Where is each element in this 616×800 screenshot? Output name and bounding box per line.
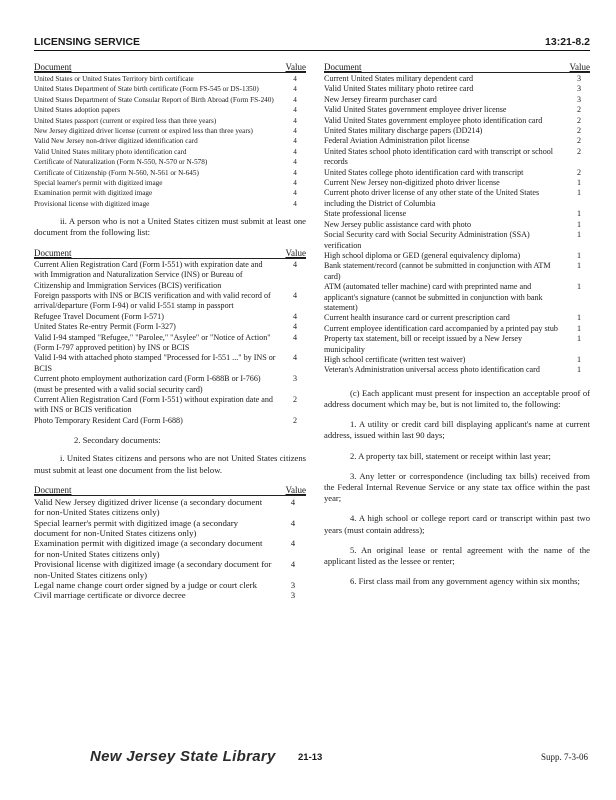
document-cell: Valid New Jersey non-driver digitized identification card [34, 137, 198, 146]
right-column [324, 62, 590, 587]
table2-header [34, 248, 306, 259]
value-cell: 4 [292, 311, 298, 321]
address-proof-list [324, 419, 590, 587]
document-cell: Provisional license with digitized image (a secondary document for non-United States citizens only) [34, 559, 272, 580]
table-row [34, 136, 306, 146]
table1-header [34, 62, 306, 73]
table-row [34, 157, 306, 167]
document-cell: Federal Aviation Administration pilot license [324, 136, 470, 146]
table-row [324, 220, 590, 230]
page-number: 21-13 [298, 752, 323, 763]
paragraph-c: (c) Each applicant must present for inspection an acceptable proof of address document which may be, but is not limited to, the following: [324, 387, 590, 409]
value-cell: 2 [576, 146, 582, 156]
table-row [324, 84, 590, 94]
document-cell: ATM (automated teller machine) card with preprinted name and applicant's signature (cannot be submitted in conjunction with bank statement) [324, 282, 543, 312]
table-row [324, 334, 590, 355]
document-cell: High school certificate (written test waiver) [324, 354, 466, 364]
left-column [34, 62, 306, 601]
table-row [324, 209, 590, 219]
table-row [324, 95, 590, 105]
value-cell: 4 [293, 75, 297, 83]
value-cell: 4 [293, 168, 297, 177]
table-row [324, 178, 590, 188]
document-cell: United States Re-entry Permit (Form I-327) [34, 322, 176, 332]
address-item: 3. Any letter or correspondence (including tax bills) received from the Federal Internal Revenue Service or any state tax office within the past year; [324, 470, 590, 504]
value-cell: 4 [290, 517, 296, 528]
col-document-label: Document [34, 484, 72, 495]
page-footer [0, 746, 616, 776]
document-cell: New Jersey firearm purchaser card [324, 94, 437, 104]
table-row [34, 260, 306, 291]
value-cell: 2 [292, 415, 298, 425]
value-cell: 1 [576, 365, 582, 375]
table-row [34, 580, 306, 590]
value-cell: 4 [292, 290, 298, 300]
document-cell: United States military discharge papers (DD214) [324, 126, 483, 136]
document-cell: Examination permit with digitized image (a secondary document for non-United States citizens only) [34, 538, 263, 559]
table-row [324, 168, 590, 178]
table-row [34, 353, 306, 374]
table-row [324, 355, 590, 365]
table-row [34, 538, 306, 559]
document-cell: Valid I-94 with attached photo stamped "Processed for I-551 ..." by INS or BCIS [34, 353, 276, 373]
header-title: LICENSING SERVICE [34, 36, 140, 48]
value-cell: 1 [576, 219, 582, 229]
value-cell: 4 [290, 496, 296, 507]
document-cell: Foreign passports with INS or BCIS verification and with valid record of arrival/departure (Form I-94) or valid I-551 stamp in passport [34, 290, 271, 311]
value-cell: 4 [293, 199, 297, 208]
table1-citizen-documents [34, 74, 306, 209]
value-cell: 1 [576, 334, 582, 344]
value-cell: 3 [292, 374, 298, 384]
document-cell: Valid United States government employee photo identification card [324, 115, 543, 125]
value-cell: 1 [576, 261, 582, 271]
value-cell: 3 [290, 580, 296, 591]
document-cell: United States college photo identification card with transcript [324, 167, 524, 177]
value-cell: 4 [292, 259, 298, 269]
table-row [324, 365, 590, 375]
document-cell: United States passport (current or expired less than three years) [34, 116, 217, 125]
document-cell: Bank statement/record (cannot be submitted in conjunction with ATM card) [324, 261, 551, 281]
table3-header [34, 485, 306, 496]
col-document-label: Document [34, 247, 72, 258]
document-cell: High school diploma or GED (general equivalency diploma) [324, 250, 521, 260]
value-cell: 4 [293, 137, 297, 146]
table-row [34, 178, 306, 188]
table-row [34, 105, 306, 115]
table-row [34, 333, 306, 354]
document-cell: Current employee identification card accompanied by a printed pay stub [324, 323, 558, 333]
table-row [324, 74, 590, 84]
value-cell: 2 [576, 105, 582, 115]
document-cell: Current photo driver license of any other state of the United States including the District of Columbia [324, 188, 540, 208]
document-cell: Special learner's permit with digitized image [34, 179, 163, 188]
value-cell: 4 [293, 95, 297, 104]
value-cell: 4 [293, 147, 297, 156]
value-cell: 1 [576, 282, 582, 292]
document-cell: Valid New Jersey digitized driver license (a secondary document for non-United States citizens only) [34, 496, 263, 518]
address-item: 5. An original lease or rental agreement with the name of the applicant listed as the lessee or renter; [324, 544, 590, 567]
value-cell: 1 [576, 230, 582, 240]
table-row [34, 395, 306, 416]
table-row [34, 291, 306, 312]
document-cell: Refugee Travel Document (Form I-571) [34, 311, 164, 321]
col-document-label: Document [324, 62, 362, 72]
table-row [34, 312, 306, 322]
value-cell: 3 [290, 590, 296, 601]
table4-header [324, 62, 590, 73]
value-cell: 2 [576, 126, 582, 136]
value-cell: 1 [576, 209, 582, 219]
value-cell: 4 [293, 179, 297, 188]
value-cell: 1 [576, 188, 582, 198]
document-cell: Current United States military dependent card [324, 74, 474, 83]
col-value-label: Value [285, 484, 306, 495]
value-cell: 3 [576, 74, 582, 83]
table-row [34, 559, 306, 580]
document-cell: United States Department of State birth certificate (Form FS-545 or DS-1350) [34, 85, 259, 94]
document-cell: Current Alien Registration Card (Form I-551) with expiration date and with Immigration and Naturalization Service (INS) or Bureau of Citizenship and Immigration Services (BCIS) verification [34, 259, 263, 290]
document-cell: Certificate of Naturalization (Form N-550, N-570 or N-578) [34, 158, 208, 167]
table-row [324, 126, 590, 136]
library-watermark: New Jersey State Library [90, 748, 276, 765]
document-cell: Veteran's Administration universal access photo identification card [324, 365, 540, 375]
value-cell: 4 [292, 353, 298, 363]
document-cell: New Jersey public assistance card with photo [324, 219, 471, 229]
value-cell: 4 [290, 538, 296, 549]
value-cell: 1 [576, 354, 582, 364]
value-cell: 4 [293, 189, 297, 198]
document-cell: United States or United States Territory birth certificate [34, 75, 194, 83]
table4-secondary-documents-cont [324, 74, 590, 376]
table2-noncitizen-documents [34, 260, 306, 427]
table-row [324, 230, 590, 251]
table-row [34, 147, 306, 157]
value-cell: 1 [576, 250, 582, 260]
value-cell: 4 [292, 332, 298, 342]
page-header [34, 34, 590, 51]
document-cell: Legal name change court order signed by a judge or court clerk [34, 580, 258, 591]
value-cell: 3 [576, 84, 582, 94]
address-item: 6. First class mail from any government agency within six months; [350, 576, 580, 587]
value-cell: 4 [293, 127, 297, 136]
value-cell: 4 [293, 116, 297, 125]
table-row [324, 147, 590, 168]
table-row [324, 251, 590, 261]
table-row [34, 188, 306, 198]
table-row [34, 416, 306, 426]
col-value-label: Value [285, 62, 306, 72]
document-cell: Provisional license with digitized image [34, 199, 150, 208]
table-row [34, 95, 306, 105]
address-item: 2. A property tax bill, statement or receipt within last year; [350, 450, 551, 461]
address-item: 1. A utility or credit card bill displaying applicant's name at current address, issued within last 90 days; [324, 419, 590, 441]
table-row [324, 313, 590, 323]
col-value-label: Value [285, 247, 306, 258]
table-row [324, 188, 590, 209]
header-section: 13:21-8.2 [545, 36, 590, 48]
document-cell: Valid United States military photo retiree card [324, 84, 474, 94]
table-row [34, 199, 306, 209]
address-item: 4. A high school or college report card or transcript within past two years (must contain address); [324, 513, 590, 535]
table-row [34, 590, 306, 600]
value-cell: 4 [290, 559, 296, 570]
table-row [324, 116, 590, 126]
table-row [324, 261, 590, 282]
table-row [324, 136, 590, 146]
paragraph-ii: ii. A person who is not a United States citizen must submit at least one document from the following list: [34, 216, 306, 238]
value-cell: 2 [292, 394, 298, 404]
value-cell: 4 [293, 106, 297, 115]
table-row [34, 518, 306, 539]
value-cell: 4 [292, 322, 298, 332]
document-cell: Certificate of Citizenship (Form N-560, N-561 or N-645) [34, 168, 199, 177]
supplement-date: Supp. 7-3-06 [541, 752, 588, 762]
table-row [34, 322, 306, 332]
table-row [34, 126, 306, 136]
document-cell: Property tax statement, bill or receipt issued by a New Jersey municipality [324, 334, 523, 354]
document-cell: Valid I-94 stamped "Refugee," "Parolee," "Asylee" or "Notice of Action" (Form I-797 approved petition) by INS or BCIS [34, 332, 271, 352]
value-cell: 2 [576, 167, 582, 177]
document-cell: United States school photo identification card with transcript or school records [324, 146, 554, 167]
value-cell: 3 [576, 94, 582, 104]
value-cell: 2 [576, 136, 582, 146]
document-cell: Social Security card with Social Security Administration (SSA) verification [324, 230, 530, 250]
document-cell: Current Alien Registration Card (Form I-551) without expiration date and with INS or BCIS verification [34, 394, 273, 415]
value-cell: 1 [576, 323, 582, 333]
document-cell: Current New Jersey non-digitized photo driver license [324, 178, 500, 188]
value-cell: 4 [293, 85, 297, 94]
document-cell: State professional license [324, 209, 407, 219]
value-cell: 1 [576, 178, 582, 188]
document-cell: Valid United States government employee driver license [324, 105, 507, 115]
value-cell: 4 [293, 158, 297, 167]
paragraph-secondary-i: i. United States citizens and persons who are not United States citizens must submit at least one document from the list below. [34, 453, 306, 475]
document-cell: Photo Temporary Resident Card (Form I-688) [34, 415, 183, 425]
document-cell: Examination permit with digitized image [34, 189, 153, 198]
table-row [324, 282, 590, 313]
table-row [34, 497, 306, 518]
col-document-label: Document [34, 62, 72, 72]
paragraph-secondary: 2. Secondary documents: [74, 435, 161, 446]
table-row [34, 374, 306, 395]
table-row [34, 168, 306, 178]
table-row [324, 105, 590, 115]
table-row [34, 84, 306, 94]
document-cell: New Jersey digitized driver license (current or expired less than three years) [34, 127, 253, 136]
table-row [34, 116, 306, 126]
col-value-label: Value [569, 62, 590, 72]
table3-secondary-documents [34, 497, 306, 601]
value-cell: 1 [576, 313, 582, 323]
document-cell: United States adoption papers [34, 106, 121, 115]
document-cell: Current health insurance card or current prescription card [324, 313, 510, 323]
document-cell: Valid United States military photo identification card [34, 147, 187, 156]
document-cell: Special learner's permit with digitized image (a secondary document for non-United States citizens only) [34, 517, 239, 539]
value-cell: 2 [576, 115, 582, 125]
table-row [324, 324, 590, 334]
table-row [34, 74, 306, 84]
document-cell: Current photo employment authorization card (Form I-688B or I-766) (must be presented with a valid social security card) [34, 374, 261, 394]
document-cell: Civil marriage certificate or divorce decree [34, 590, 186, 601]
document-cell: United States Department of State Consular Report of Birth Abroad (Form FS-240) [34, 95, 274, 104]
